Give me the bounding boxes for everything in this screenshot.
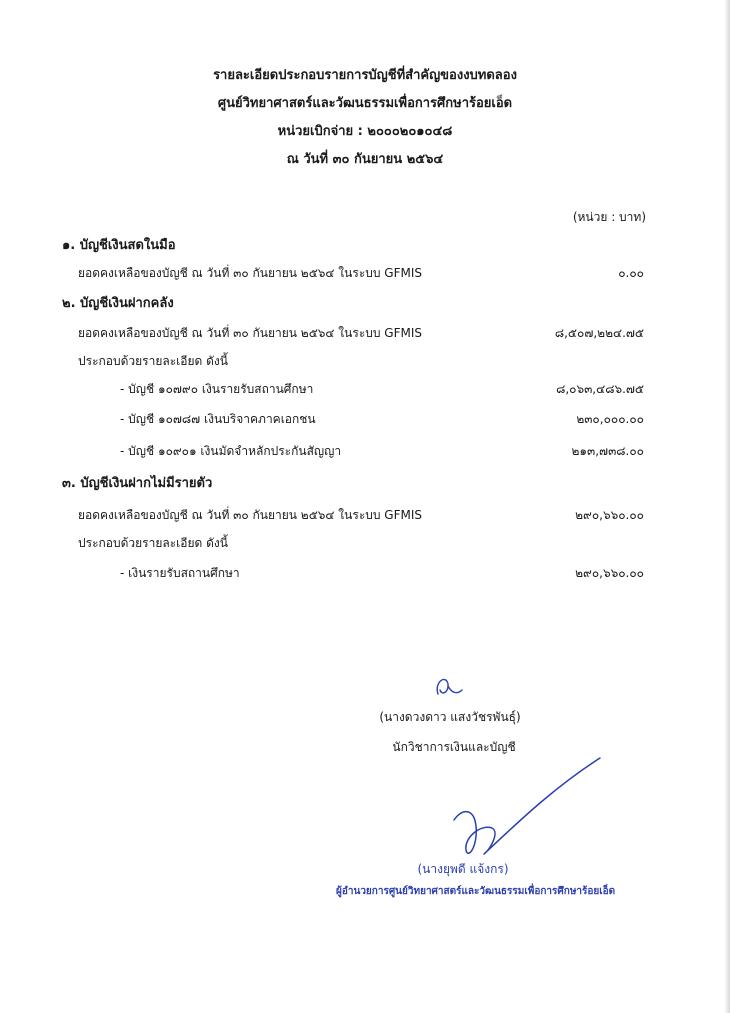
detail-item-label: - บัญชี ๑๐๙๐๑ เงินมัดจำหลักประกันสัญญา [120,444,342,458]
preparer-title: นักวิชาการเงินและบัญชี [392,740,516,754]
detail-item-row [0,442,730,460]
preparer-signature [432,672,472,702]
organization-name: ศูนย์วิทยาศาสตร์และวัฒนธรรมเพื่อการศึกษาร้อยเอ็ด [217,96,513,111]
detail-intro-row [0,352,730,370]
detail-item-label: - เงินรายรับสถานศึกษา [120,566,240,580]
unit-label: (หน่วย : บาท) [572,210,646,224]
balance-label: ยอดคงเหลือของบัญชี ณ วันที่ ๓๐ กันยายน ๒๕๖๔ ในระบบ GFMIS [78,508,423,522]
detail-item-row [0,380,730,398]
report-date: ณ วันที่ ๓๐ กันยายน ๒๕๖๔ [286,152,444,167]
balance-amount: ๘,๕๐๗,๒๒๔.๗๕ [554,326,644,340]
balance-label: ยอดคงเหลือของบัญชี ณ วันที่ ๓๐ กันยายน ๒๕๖๔ ในระบบ GFMIS [78,266,423,280]
balance-label: ยอดคงเหลือของบัญชี ณ วันที่ ๓๐ กันยายน ๒๕๖๔ ในระบบ GFMIS [78,326,423,340]
section-deposit-balance-row [0,506,730,524]
detail-label: ประกอบด้วยรายละเอียด ดังนี้ [78,536,228,550]
report-title: รายละเอียดประกอบรายการบัญชีที่สำคัญของงบทดลอง [213,68,517,83]
detail-item-amount: ๒๓๐,๐๐๐.๐๐ [576,412,644,426]
detail-item-amount: ๒๙๐,๖๖๐.๐๐ [575,566,644,580]
section-treasury-deposit-title: ๒. บัญชีเงินฝากคลัง [62,296,174,311]
section-treasury-balance-row [0,324,730,342]
balance-amount: ๐.๐๐ [618,266,644,280]
disbursement-unit: หน่วยเบิกจ่าย : ๒๐๐๐๒๐๑๐๔๘ [277,124,453,139]
director-name: (นางยุพดี แจ้งกร) [417,862,509,876]
detail-intro-row [0,534,730,552]
detail-item-amount: ๘,๐๖๓,๔๘๖.๗๕ [556,382,644,396]
section-non-individual-deposit-title: ๓. บัญชีเงินฝากไม่มีรายตัว [62,476,213,491]
detail-item-label: - บัญชี ๑๐๗๙๐ เงินรายรับสถานศึกษา [120,382,314,396]
balance-amount: ๒๙๐,๖๖๐.๐๐ [575,508,644,522]
detail-label: ประกอบด้วยรายละเอียด ดังนี้ [78,354,228,368]
detail-item-row [0,564,730,582]
preparer-name: (นางดวงดาว แสงวัชรพันธุ์) [379,710,521,724]
director-title: ผู้อำนวยการศูนย์วิทยาศาสตร์และวัฒนธรรมเพื่อการศึกษาร้อยเอ็ด [336,886,616,897]
section-cash-balance-row [0,264,730,282]
detail-item-row [0,410,730,428]
detail-item-amount: ๒๑๓,๗๓๘.๐๐ [571,444,644,458]
detail-item-label: - บัญชี ๑๐๗๘๗ เงินบริจาคภาคเอกชน [120,412,316,426]
section-cash-on-hand-title: ๑. บัญชีเงินสดในมือ [62,238,176,253]
